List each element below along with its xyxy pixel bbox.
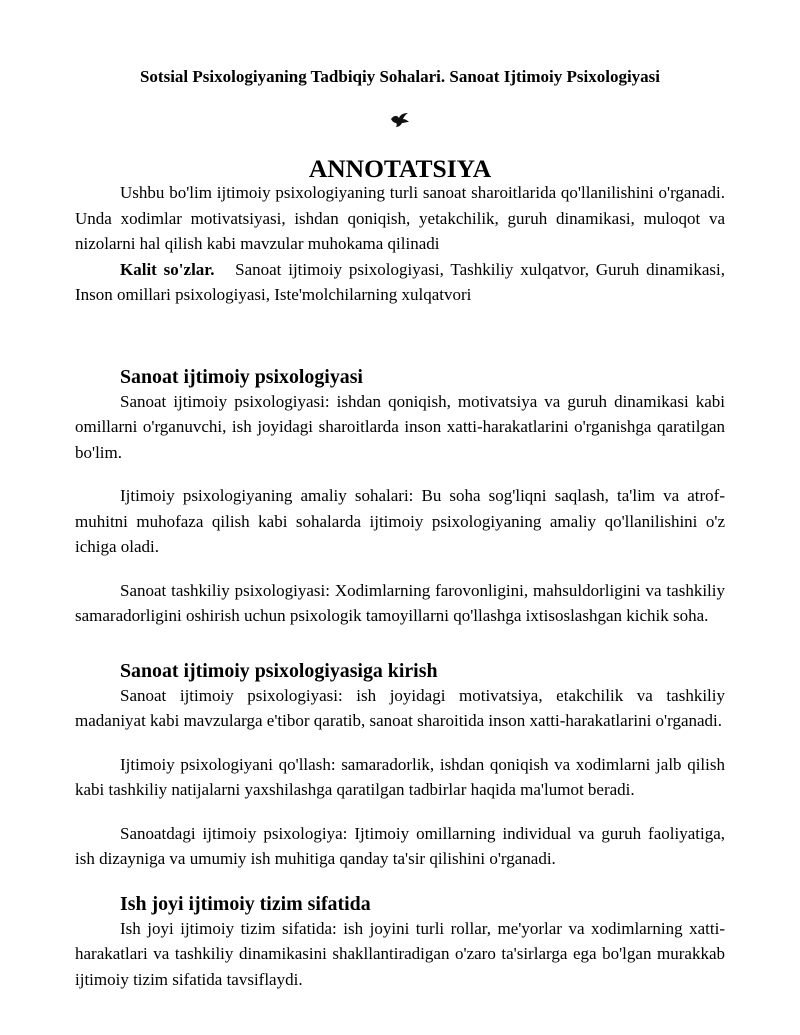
section-heading: Sanoat ijtimoiy psixologiyasiga kirish xyxy=(120,659,438,682)
section-paragraph: Sanoat tashkiliy psixologiyasi: Xodimlarning farovonligini, mahsuldorligini va tashkiliy samaradorligini oshirish uchun psixologik tamoyillarni qo'llashga ixtisoslashgan kichik soha. xyxy=(75,580,725,625)
document-title: Sotsial Psixologiyaning Tadbiqiy Sohalari. Sanoat Ijtimoiy Psixologiyasi xyxy=(139,67,661,86)
keywords-label: Kalit so'zlar. xyxy=(120,259,215,279)
section-paragraph: Ijtimoiy psixologiyaning amaliy sohalari: Bu soha sog'liqni saqlash, ta'lim va atrof-muhitni muhofaza qilish kabi sohalarda ijtimoiy psixologiyaning amaliy qo'llanilishini o'z ichiga oladi. xyxy=(75,486,725,556)
section-paragraph: Sanoatdagi ijtimoiy psixologiya: Ijtimoiy omillarning individual va guruh faoliyatiga, ish dizayniga va umumiy ish muhitiga qanday ta'sir qilishini o'rganadi. xyxy=(75,823,725,868)
section-paragraph: Ijtimoiy psixologiyani qo'llash: samaradorlik, ishdan qoniqish va xodimlarni jalb qilish kabi tashkiliy natijalarni yaxshilashga qaratilgan tadbirlar haqida ma'lumot beradi. xyxy=(75,754,725,799)
section-paragraph: Sanoat ijtimoiy psixologiyasi: ish joyidagi motivatsiya, etakchilik va tashkiliy madaniyat kabi mavzularga e'tibor qaratib, sanoat sharoitida inson xatti-harakatlarini o'rganadi. xyxy=(75,685,725,730)
keywords-paragraph xyxy=(75,257,725,308)
dove-icon xyxy=(390,112,410,132)
section-heading: Ish joyi ijtimoiy tizim sifatida xyxy=(120,892,371,915)
section-paragraph: Ish joyi ijtimoiy tizim sifatida: ish joyini turli rollar, me'yorlar va xodimlarning xatti-harakatlari va tashkiliy dinamikasini shakllantiradigan o'zaro ta'sirlarga ega bo'lgan murakkab ijtimoiy tizim sifatida tavsiflaydi. xyxy=(75,918,725,989)
section-heading: Sanoat ijtimoiy psixologiyasi xyxy=(120,365,363,388)
ornament xyxy=(75,112,725,132)
section-paragraph: Sanoat ijtimoiy psixologiyasi: ishdan qoniqish, motivatsiya va guruh dinamikasi kabi omillarni o'rganuvchi, ish joyidagi sharoitlarda inson xatti-harakatlarini o'rganishga qaratilgan bo'lim. xyxy=(75,391,725,462)
keywords-text: Sanoat ijtimoiy psixologiyasi, Tashkiliy xulqatvor, Guruh dinamikasi, Inson omillari psixologiyasi, Iste'molchilarning xulqatvori xyxy=(75,259,725,304)
annotation-body: Ushbu bo'lim ijtimoiy psixologiyaning turli sanoat sharoitlarida qo'llanilishini o'rganadi. Unda xodimlar motivatsiyasi, ishdan qoniqish, yetakchilik, guruh dinamikasi, muloqot va nizolarni hal qilish kabi mavzular muhokama qilinadi xyxy=(75,183,725,253)
annotation-heading: ANNOTATSIYA xyxy=(308,154,492,183)
